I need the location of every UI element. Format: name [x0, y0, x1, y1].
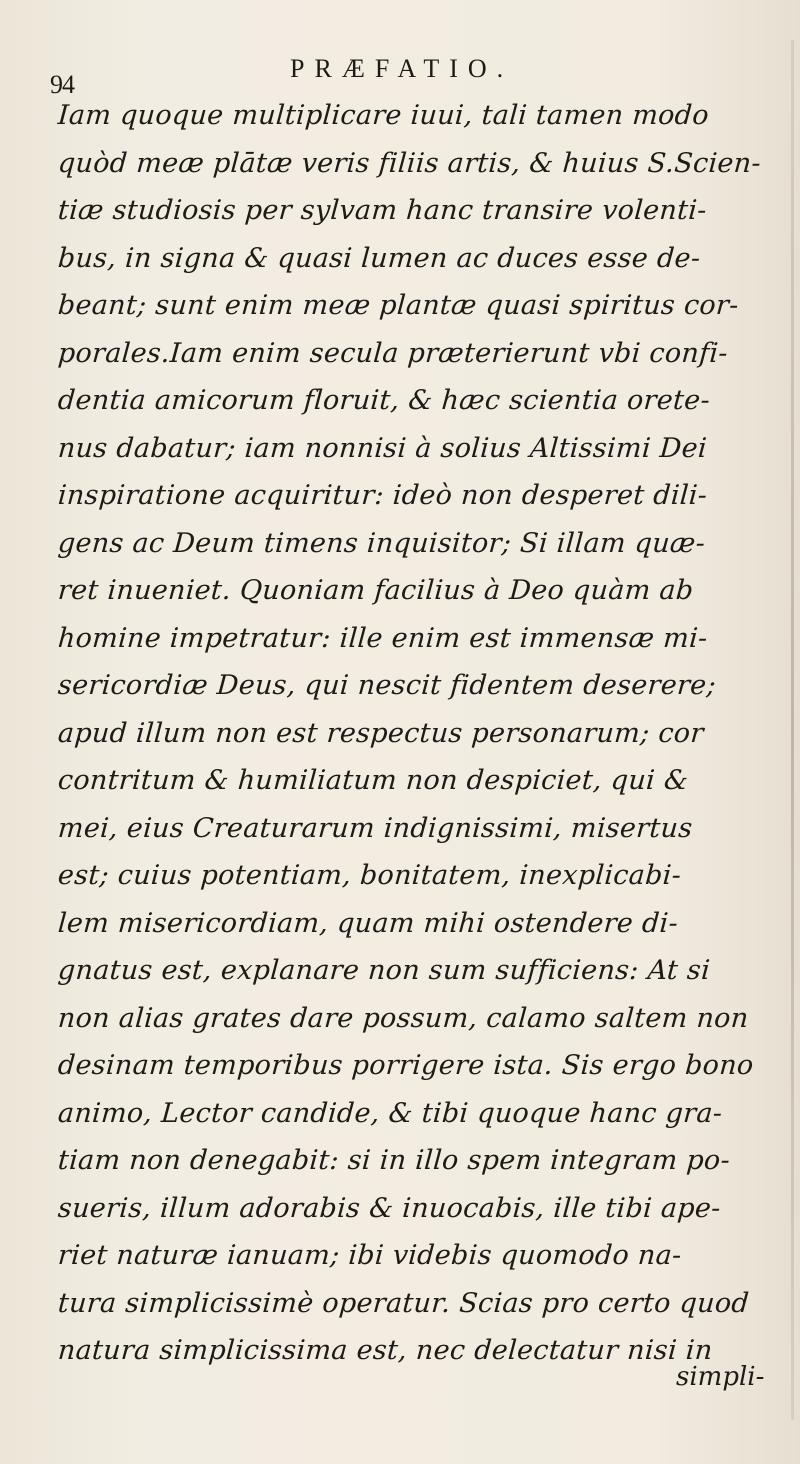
text-line: inspiratione acquiritur: ideò non desperet dili-: [56, 480, 709, 511]
text-line: quòd meæ plātæ veris filiis artis, & huius S.Scien-: [56, 147, 762, 179]
text-line: Iam quoque multiplicare iuui, tali tamen modo: [56, 100, 710, 131]
text-line: tiæ studiosis per sylvam hanc transire volenti-: [56, 195, 708, 226]
running-head: PRÆFATIO.: [290, 54, 514, 83]
text-line: porales.Iam enim secula præterierunt vbi confi-: [56, 337, 729, 369]
page-edge-shadow: [791, 40, 794, 1420]
text-line: sericordiæ Deus, qui nescit fidentem deserere;: [56, 670, 718, 701]
text-line: non alias grates dare possum, calamo saltem non: [56, 1002, 750, 1034]
text-line: nus dabatur; iam nonnisi à solius Altissimi Dei: [56, 432, 708, 464]
text-line: gnatus est, explanare non sum sufficiens: At si: [56, 955, 712, 986]
text-line: est; cuius potentiam, bonitatem, inexplicabi-: [56, 860, 683, 891]
text-line: apud illum non est respectus personarum; cor: [56, 717, 705, 749]
text-line: ret inueniet. Quoniam facilius à Deo quàm ab: [56, 575, 695, 606]
catchword: simpli-: [676, 1362, 765, 1392]
text-line: dentia amicorum floruit, & hæc scientia orete-: [56, 385, 712, 416]
text-line: riet naturæ ianuam; ibi videbis quomodo na-: [56, 1240, 683, 1271]
text-line: contritum & humiliatum non despiciet, qui &: [56, 765, 690, 796]
text-line: lem misericordiam, quam mihi ostendere di-: [56, 907, 680, 939]
body-text: [58, 92, 778, 1375]
text-line: tura simplicissimè operatur. Scias pro certo quod: [56, 1287, 751, 1319]
text-line: tiam non denegabit: si in illo spem integram po-: [56, 1145, 732, 1176]
text-line: natura simplicissima est, nec delectatur nisi in: [56, 1335, 714, 1366]
text-line: gens ac Deum timens inquisitor; Si illam quæ-: [56, 527, 707, 559]
text-line: animo, Lector candide, & tibi quoque hanc gra-: [56, 1097, 724, 1129]
text-line: beant; sunt enim meæ plantæ quasi spiritus cor-: [56, 290, 740, 321]
page-number: 94: [50, 70, 74, 99]
text-line: mei, eius Creaturarum indignissimi, misertus: [56, 812, 694, 844]
text-line: bus, in signa & quasi lumen ac duces esse de-: [56, 242, 702, 274]
text-line: sueris, illum adorabis & inuocabis, ille tibi ape-: [56, 1192, 722, 1224]
text-line: desinam temporibus porrigere ista. Sis ergo bono: [56, 1050, 755, 1081]
text-line: homine impetratur: ille enim est immensæ mi-: [56, 622, 709, 654]
